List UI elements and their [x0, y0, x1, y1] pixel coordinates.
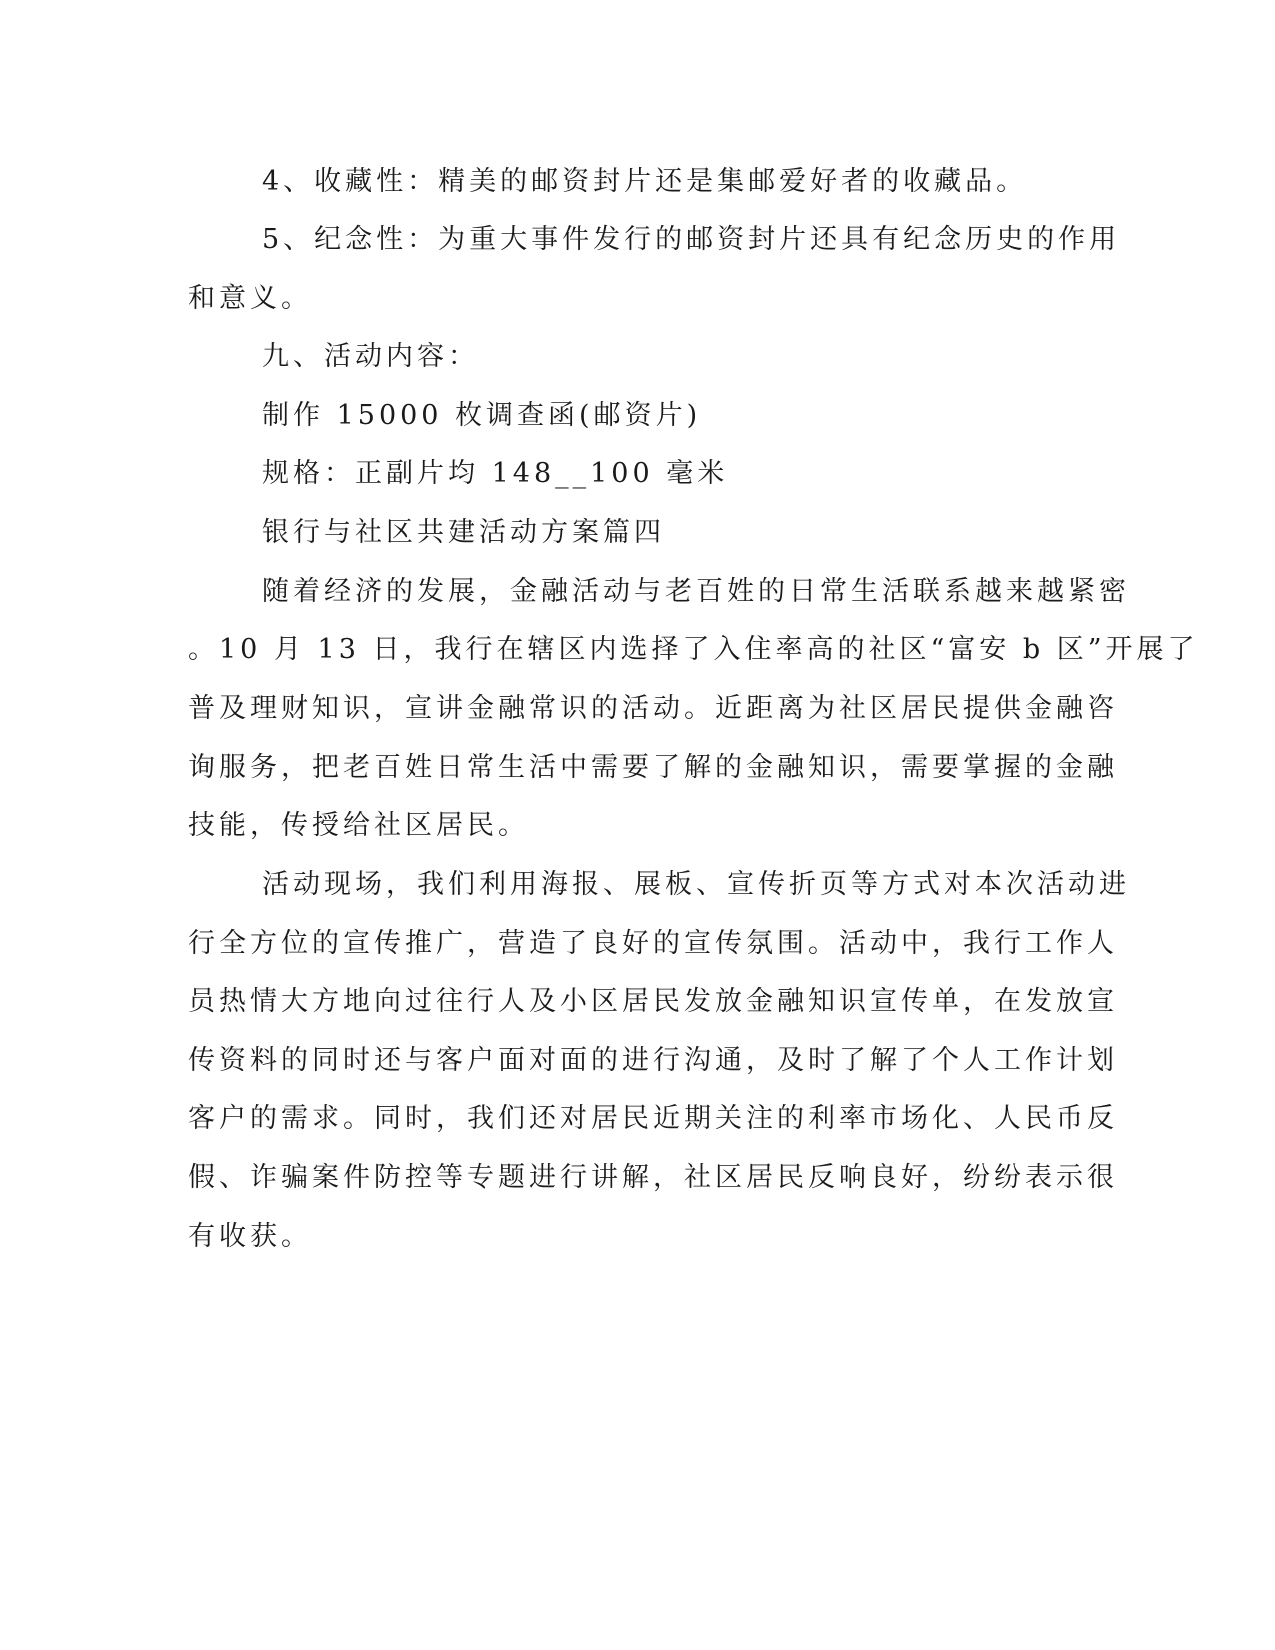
text-line: 有收获。: [188, 1221, 312, 1252]
text-line: 询服务，把老百姓日常生活中需要了解的金融知识，需要掌握的金融: [188, 752, 1118, 783]
text-line: 。10 月 13 日，我行在辖区内选择了入住率高的社区“富安 b 区”开展了: [188, 634, 1199, 665]
text-line: 普及理财知识，宣讲金融常识的活动。近距离为社区居民提供金融咨: [188, 693, 1118, 724]
text-line: 员热情大方地向过往行人及小区居民发放金融知识宣传单，在发放宣: [188, 986, 1118, 1017]
text-line: 制作 15000 枚调查函(邮资片): [262, 400, 702, 431]
text-line: 5、纪念性：为重大事件发行的邮资封片还具有纪念历史的作用: [262, 224, 1121, 255]
section-heading: 九、活动内容：: [262, 341, 479, 372]
article-title: 银行与社区共建活动方案篇四: [262, 517, 665, 548]
text-line: 和意义。: [188, 283, 312, 314]
text-line: 活动现场，我们利用海报、展板、宣传折页等方式对本次活动进: [262, 869, 1130, 900]
text-line: 传资料的同时还与客户面对面的进行沟通，及时了解了个人工作计划: [188, 1045, 1118, 1076]
text-line: 行全方位的宣传推广，营造了良好的宣传氛围。活动中，我行工作人: [188, 928, 1118, 959]
text-line: 随着经济的发展，金融活动与老百姓的日常生活联系越来越紧密: [262, 576, 1130, 607]
text-line: 4、收藏性：精美的邮资封片还是集邮爱好者的收藏品。: [262, 166, 1028, 197]
text-line: 技能，传授给社区居民。: [188, 810, 529, 841]
text-line: 假、诈骗案件防控等专题进行讲解，社区居民反响良好，纷纷表示很: [188, 1162, 1118, 1193]
text-line: 规格：正副片均 148__100 毫米: [262, 458, 729, 489]
text-line: 客户的需求。同时，我们还对居民近期关注的利率市场化、人民币反: [188, 1103, 1118, 1134]
